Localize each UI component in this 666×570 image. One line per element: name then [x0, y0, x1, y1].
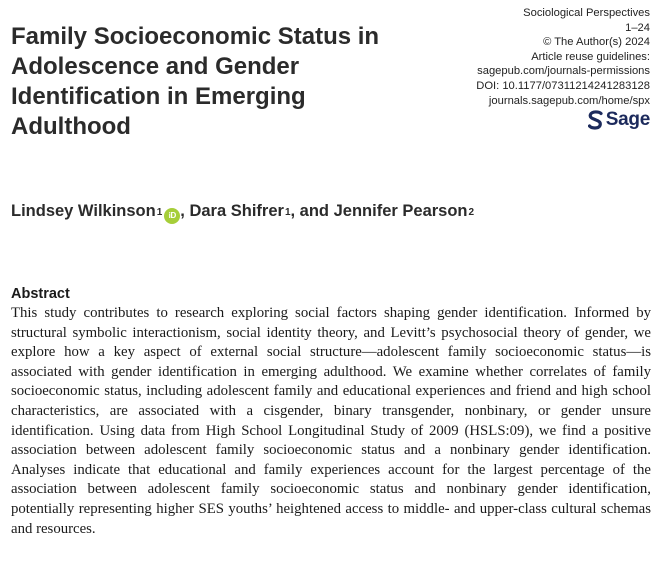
- author-affiliation: 1: [156, 207, 163, 218]
- author-affiliation: 1: [284, 207, 291, 218]
- sage-logo: [588, 109, 650, 131]
- author-list: [11, 202, 474, 222]
- author-separator: , and: [290, 202, 330, 220]
- journal-metadata: [430, 6, 650, 108]
- author-name: Lindsey Wilkinson: [11, 202, 156, 220]
- reuse-guidelines-link[interactable]: sagepub.com/journals-permissions: [477, 65, 650, 78]
- author-name: Dara Shifrer: [189, 202, 284, 220]
- author-separator: ,: [180, 202, 185, 220]
- copyright-notice: © The Author(s) 2024: [543, 36, 650, 49]
- reuse-guidelines-label: Article reuse guidelines:: [531, 50, 650, 63]
- author-name: Jennifer Pearson: [333, 202, 468, 220]
- author-affiliation: 2: [468, 207, 475, 218]
- journal-home-link[interactable]: journals.sagepub.com/home/spx: [488, 94, 650, 107]
- journal-name: Sociological Perspectives: [523, 7, 650, 19]
- sage-logo-text: Sage: [605, 109, 650, 130]
- doi[interactable]: DOI: 10.1177/07311214241283128: [476, 79, 650, 92]
- sage-s-mark-icon: [588, 110, 603, 130]
- article-title: Family Socioeconomic Status in Adolescence and Gender Identification in Emerging Adulthood: [11, 23, 380, 140]
- abstract-heading: Abstract: [11, 286, 70, 302]
- page-range: 1–24: [625, 21, 650, 34]
- abstract-text: This study contributes to research exploring social factors shaping gender identification. Informed by structural symbolic interactionism, social identity theory, and Levitt’s psychosocial theory of gender, we explore how a key aspect of external social structure—adolescent family socioeconomic status—is associated with gender identification in emerging adulthood. We examine whether correlates of family socioeconomic status, including adolescent family and educational experiences and friend and high school characteristics, are associated with a cisgender, binary transgender, nonbinary, or gender unsure identification. Using data from High School Longitudinal Study of 2009 (HSLS:09), we find a positive association between adolescent family socioeconomic status and a nonbinary gender identification. Analyses indicate that educational and family experiences account for the largest percentage of the association between adolescent family socioeconomic status and nonbinary gender identification, potentially representing higher SES youths’ heightened access to middle- and upper-class cultural schemas and resources.: [11, 305, 651, 537]
- orcid-icon[interactable]: iD: [164, 208, 180, 224]
